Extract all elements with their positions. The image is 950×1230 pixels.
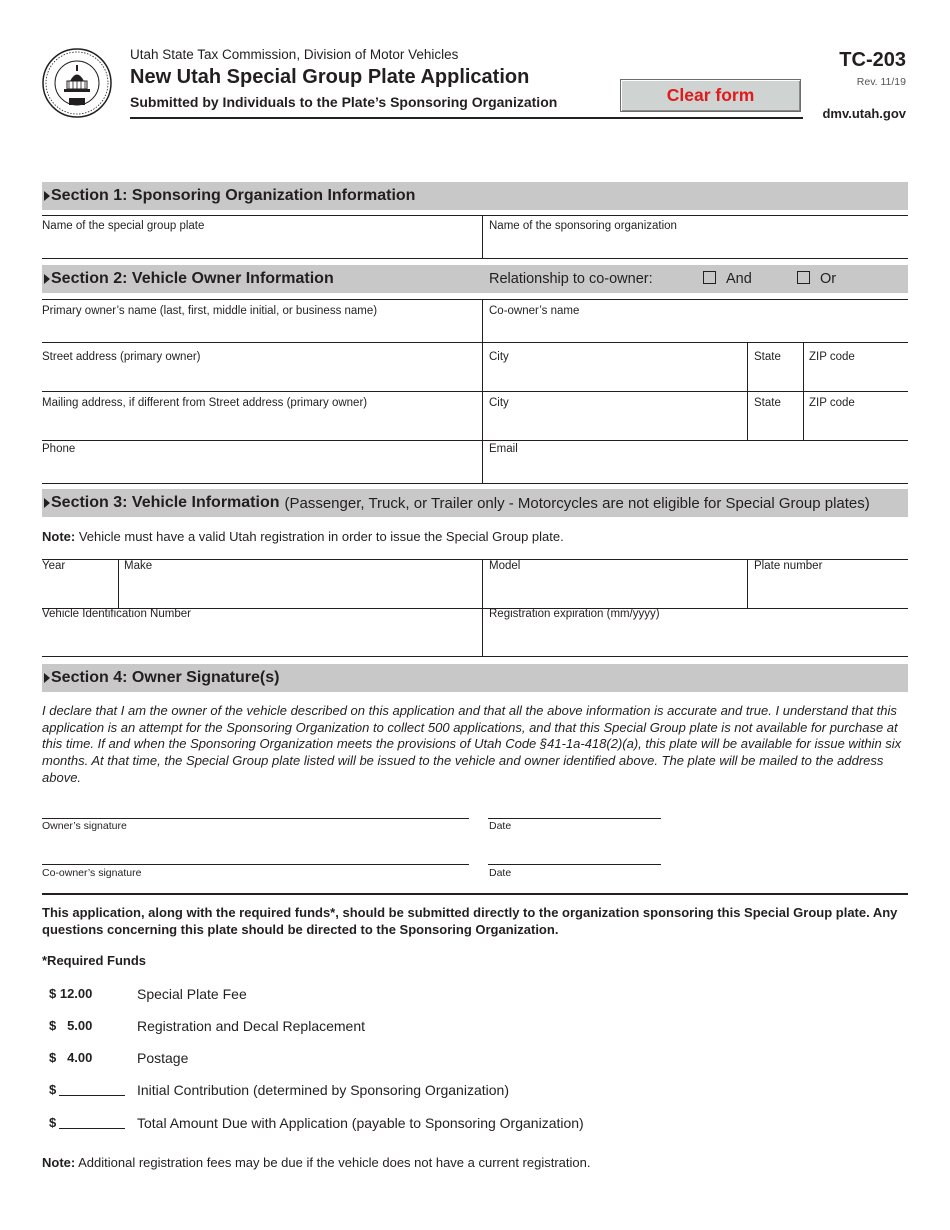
triangle-icon <box>44 191 50 201</box>
city-label: City <box>489 351 509 363</box>
reg-exp-input[interactable] <box>489 628 905 650</box>
make-input[interactable] <box>124 580 478 602</box>
model-label: Model <box>489 560 521 572</box>
plate-name-label: Name of the special group plate <box>42 220 205 232</box>
owner-date-label: Date <box>489 820 512 832</box>
fee-description: Registration and Decal Replacement <box>137 1018 366 1034</box>
form-subtitle: Submitted by Individuals to the Plate’s Sponsoring Organization <box>130 94 558 110</box>
email-label: Email <box>489 443 518 455</box>
owner-signature-label: Owner’s signature <box>42 820 127 832</box>
year-label: Year <box>42 560 66 572</box>
triangle-icon <box>44 498 50 508</box>
zip-input[interactable] <box>809 366 905 388</box>
section-4-title: Section 4: Owner Signature(s) <box>51 669 280 686</box>
section-1-title: Section 1: Sponsoring Organization Information <box>51 187 416 204</box>
co-owner-date-input[interactable] <box>488 846 664 866</box>
co-owner-signature-input[interactable] <box>42 846 472 866</box>
model-input[interactable] <box>489 580 743 602</box>
note-text: Vehicle must have a valid Utah registration in order to issue the Special Group plate. <box>78 529 564 544</box>
fee-amount-blank <box>49 1082 125 1097</box>
street-input[interactable] <box>42 366 478 388</box>
form-number: TC-203 <box>839 49 906 71</box>
year-input[interactable] <box>42 580 116 602</box>
submission-instructions: This application, along with the required funds*, should be submitted directly to the organization sponsoring this Special Group plate. Any questions concerning this plate should be directed to the Sponsoring Organization. <box>42 905 898 937</box>
city-input[interactable] <box>489 366 743 388</box>
total-blank[interactable] <box>59 1116 125 1129</box>
section-3-note <box>42 529 564 544</box>
phone-input[interactable] <box>42 459 478 481</box>
triangle-icon <box>44 673 50 683</box>
website: dmv.utah.gov <box>822 106 906 121</box>
triangle-icon <box>44 274 50 284</box>
fee-amount-blank <box>49 1115 125 1130</box>
phone-label: Phone <box>42 443 76 455</box>
fee-description: Initial Contribution (determined by Sponsoring Organization) <box>137 1082 509 1098</box>
revision-date: Rev. 11/19 <box>856 76 906 88</box>
and-label: And <box>726 271 752 287</box>
plate-name-input[interactable] <box>42 236 478 258</box>
mailing-input[interactable] <box>42 414 478 436</box>
co-owner-label: Co-owner’s name <box>489 305 580 317</box>
and-checkbox[interactable] <box>703 271 716 284</box>
mailing-label: Mailing address, if different from Street address (primary owner) <box>42 397 368 409</box>
section-3-title: Section 3: Vehicle Information <box>51 494 280 511</box>
plate-number-input[interactable] <box>754 580 905 602</box>
or-label: Or <box>820 271 837 287</box>
dollar-sign: $ <box>49 1082 57 1097</box>
street-label: Street address (primary owner) <box>42 351 201 363</box>
co-owner-date-label: Date <box>489 867 512 879</box>
state2-label: State <box>754 397 781 409</box>
fee-description: Total Amount Due with Application (payable to Sponsoring Organization) <box>137 1115 584 1131</box>
zip2-input[interactable] <box>809 414 905 436</box>
section-3-header <box>42 489 908 517</box>
fee-amount: $ 5.00 <box>49 1018 93 1033</box>
owner-date-input[interactable] <box>488 800 664 820</box>
footer-note <box>42 1155 590 1170</box>
and-option[interactable] <box>703 271 752 287</box>
owner-signature-input[interactable] <box>42 800 472 820</box>
state2-input[interactable] <box>754 414 802 436</box>
dollar-sign: $ <box>49 1115 57 1130</box>
primary-owner-input[interactable] <box>42 320 478 342</box>
or-option[interactable] <box>797 271 836 287</box>
primary-owner-label: Primary owner’s name (last, first, middle initial, or business name) <box>42 305 378 317</box>
co-owner-signature-label: Co-owner’s signature <box>42 867 142 879</box>
declaration-text: I declare that I am the owner of the vehicle described on this application and that all the above information is accurate and true. I understand that this application is an attempt for the Sponsoring Organization to collect 500 applications, and that this Special Group plate is not available for purchase at this time. If and when the Sponsoring Organization meets the provisions of Utah Code §41-1a-418(2)(a), this plate will be available for issue within six months. At that time, the Special Group plate listed will be issued to the vehicle and owner identified above. The plate will be mailed to the address above. <box>42 703 902 785</box>
email-input[interactable] <box>489 459 905 481</box>
tax-commission-seal <box>42 48 112 118</box>
clear-form-button[interactable]: Clear form <box>620 79 801 112</box>
section-4-header <box>42 664 908 692</box>
org-name-label: Name of the sponsoring organization <box>489 220 677 232</box>
fee-amount: $ 4.00 <box>49 1050 93 1065</box>
vin-input[interactable] <box>42 628 478 650</box>
plate-number-label: Plate number <box>754 560 823 572</box>
city2-label: City <box>489 397 509 409</box>
org-name-input[interactable] <box>489 236 905 258</box>
zip-label: ZIP code <box>809 351 855 363</box>
footer-note-text: Additional registration fees may be due if the vehicle does not have a current registration. <box>78 1155 591 1170</box>
or-checkbox[interactable] <box>797 271 810 284</box>
fee-amount: $ 12.00 <box>49 986 93 1001</box>
relationship-label: Relationship to co-owner: <box>489 271 653 287</box>
state-input[interactable] <box>754 366 802 388</box>
section-2-title: Section 2: Vehicle Owner Information <box>51 270 334 287</box>
make-label: Make <box>124 560 153 572</box>
section-1-header <box>42 182 908 210</box>
section-2-header <box>42 265 908 293</box>
state-label: State <box>754 351 781 363</box>
required-funds-title: *Required Funds <box>42 953 147 968</box>
form-title: New Utah Special Group Plate Application <box>130 66 530 88</box>
vin-label: Vehicle Identification Number <box>42 608 191 620</box>
agency-name: Utah State Tax Commission, Division of Motor Vehicles <box>130 47 459 62</box>
co-owner-input[interactable] <box>489 320 905 342</box>
header-rule <box>130 117 803 119</box>
city2-input[interactable] <box>489 414 743 436</box>
section-3-title-note: (Passenger, Truck, or Trailer only - Motorcycles are not eligible for Special Group plates) <box>284 494 870 512</box>
note-bold: Note: <box>42 529 76 544</box>
footer-note-bold: Note: <box>42 1155 76 1170</box>
fee-description: Special Plate Fee <box>137 986 247 1002</box>
zip2-label: ZIP code <box>809 397 855 409</box>
fee-description: Postage <box>137 1050 189 1066</box>
contribution-blank[interactable] <box>59 1083 125 1096</box>
reg-exp-label: Registration expiration (mm/yyyy) <box>489 608 660 620</box>
